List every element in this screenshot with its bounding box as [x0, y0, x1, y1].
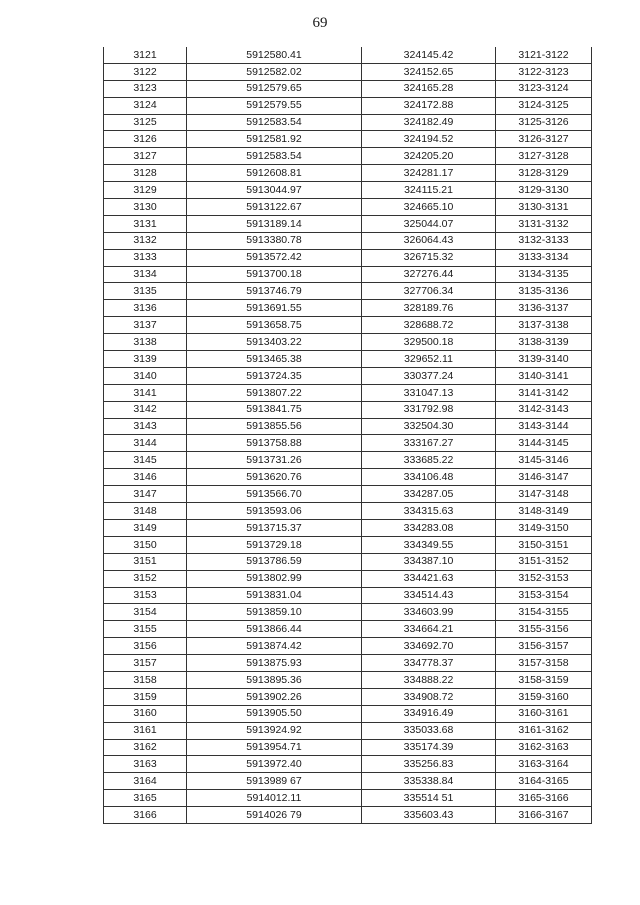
table-row [104, 435, 592, 452]
table-row [104, 688, 592, 705]
x-coordinate-cell: 5913122.67 [187, 199, 362, 216]
segment-cell: 3123-3124 [496, 80, 592, 97]
segment-cell: 3163-3164 [496, 756, 592, 773]
y-coordinate-cell: 334908.72 [362, 688, 496, 705]
x-coordinate-cell: 5913731.26 [187, 452, 362, 469]
x-coordinate-cell: 5913729.18 [187, 536, 362, 553]
x-coordinate-cell: 5913189.14 [187, 215, 362, 232]
segment-cell: 3143-3144 [496, 418, 592, 435]
segment-cell: 3153-3154 [496, 587, 592, 604]
point-number-cell: 3163 [104, 756, 187, 773]
point-number-cell: 3164 [104, 773, 187, 790]
table-row [104, 807, 592, 824]
table-row [104, 367, 592, 384]
point-number-cell: 3153 [104, 587, 187, 604]
x-coordinate-cell: 5914012.11 [187, 790, 362, 807]
segment-cell: 3149-3150 [496, 519, 592, 536]
x-coordinate-cell: 5913802.99 [187, 570, 362, 587]
point-number-cell: 3152 [104, 570, 187, 587]
y-coordinate-cell: 330377.24 [362, 367, 496, 384]
y-coordinate-cell: 335174.39 [362, 739, 496, 756]
segment-cell: 3158-3159 [496, 671, 592, 688]
point-number-cell: 3148 [104, 503, 187, 520]
table-row [104, 553, 592, 570]
y-coordinate-cell: 331792.98 [362, 401, 496, 418]
x-coordinate-cell: 5913786.59 [187, 553, 362, 570]
table-row [104, 604, 592, 621]
table-row [104, 215, 592, 232]
y-coordinate-cell: 329500.18 [362, 334, 496, 351]
x-coordinate-cell: 5912583.54 [187, 114, 362, 131]
x-coordinate-cell: 5913403.22 [187, 334, 362, 351]
y-coordinate-cell: 334283.08 [362, 519, 496, 536]
x-coordinate-cell: 5913044.97 [187, 182, 362, 199]
segment-cell: 3136-3137 [496, 300, 592, 317]
x-coordinate-cell: 5913700.18 [187, 266, 362, 283]
table-row [104, 232, 592, 249]
segment-cell: 3137-3138 [496, 317, 592, 334]
segment-cell: 3124-3125 [496, 97, 592, 114]
x-coordinate-cell: 5913566.70 [187, 486, 362, 503]
table-row [104, 536, 592, 553]
x-coordinate-cell: 5912583.54 [187, 148, 362, 165]
x-coordinate-cell: 5914026 79 [187, 807, 362, 824]
x-coordinate-cell: 5913620.76 [187, 469, 362, 486]
y-coordinate-cell: 327706.34 [362, 283, 496, 300]
y-coordinate-cell: 324145.42 [362, 47, 496, 63]
y-coordinate-cell: 332504.30 [362, 418, 496, 435]
table-row [104, 317, 592, 334]
y-coordinate-cell: 334287.05 [362, 486, 496, 503]
point-number-cell: 3121 [104, 47, 187, 63]
table-row [104, 469, 592, 486]
table-row [104, 401, 592, 418]
point-number-cell: 3134 [104, 266, 187, 283]
point-number-cell: 3144 [104, 435, 187, 452]
segment-cell: 3154-3155 [496, 604, 592, 621]
table-row [104, 249, 592, 266]
table-row [104, 182, 592, 199]
x-coordinate-cell: 5912579.65 [187, 80, 362, 97]
x-coordinate-cell: 5913807.22 [187, 384, 362, 401]
point-number-cell: 3139 [104, 351, 187, 368]
y-coordinate-cell: 324182.49 [362, 114, 496, 131]
table-row [104, 80, 592, 97]
point-number-cell: 3140 [104, 367, 187, 384]
segment-cell: 3135-3136 [496, 283, 592, 300]
y-coordinate-cell: 334514.43 [362, 587, 496, 604]
y-coordinate-cell: 329652.11 [362, 351, 496, 368]
point-number-cell: 3161 [104, 722, 187, 739]
x-coordinate-cell: 5913859.10 [187, 604, 362, 621]
y-coordinate-cell: 331047.13 [362, 384, 496, 401]
point-number-cell: 3142 [104, 401, 187, 418]
table-row [104, 790, 592, 807]
point-number-cell: 3160 [104, 705, 187, 722]
point-number-cell: 3141 [104, 384, 187, 401]
x-coordinate-cell: 5913715.37 [187, 519, 362, 536]
table-row [104, 705, 592, 722]
segment-cell: 3122-3123 [496, 63, 592, 80]
y-coordinate-cell: 334106.48 [362, 469, 496, 486]
coordinates-table [103, 47, 592, 824]
table-row [104, 638, 592, 655]
point-number-cell: 3156 [104, 638, 187, 655]
x-coordinate-cell: 5913380.78 [187, 232, 362, 249]
x-coordinate-cell: 5913841.75 [187, 401, 362, 418]
point-number-cell: 3147 [104, 486, 187, 503]
point-number-cell: 3124 [104, 97, 187, 114]
x-coordinate-cell: 5913875.93 [187, 655, 362, 672]
x-coordinate-cell: 5913691.55 [187, 300, 362, 317]
table-row [104, 266, 592, 283]
segment-cell: 3138-3139 [496, 334, 592, 351]
table-row [104, 756, 592, 773]
y-coordinate-cell: 335256.83 [362, 756, 496, 773]
segment-cell: 3165-3166 [496, 790, 592, 807]
x-coordinate-cell: 5913866.44 [187, 621, 362, 638]
point-number-cell: 3122 [104, 63, 187, 80]
y-coordinate-cell: 334888.22 [362, 671, 496, 688]
table-row [104, 519, 592, 536]
point-number-cell: 3154 [104, 604, 187, 621]
table-row [104, 199, 592, 216]
table-row [104, 671, 592, 688]
point-number-cell: 3145 [104, 452, 187, 469]
segment-cell: 3148-3149 [496, 503, 592, 520]
table-row [104, 334, 592, 351]
x-coordinate-cell: 5913905.50 [187, 705, 362, 722]
x-coordinate-cell: 5912582.02 [187, 63, 362, 80]
y-coordinate-cell: 326064.43 [362, 232, 496, 249]
segment-cell: 3152-3153 [496, 570, 592, 587]
table-row [104, 384, 592, 401]
y-coordinate-cell: 334421.63 [362, 570, 496, 587]
table-row [104, 97, 592, 114]
x-coordinate-cell: 5913924.92 [187, 722, 362, 739]
y-coordinate-cell: 333685.22 [362, 452, 496, 469]
segment-cell: 3125-3126 [496, 114, 592, 131]
y-coordinate-cell: 335514 51 [362, 790, 496, 807]
segment-cell: 3160-3161 [496, 705, 592, 722]
segment-cell: 3155-3156 [496, 621, 592, 638]
y-coordinate-cell: 334692.70 [362, 638, 496, 655]
point-number-cell: 3132 [104, 232, 187, 249]
x-coordinate-cell: 5913831.04 [187, 587, 362, 604]
point-number-cell: 3159 [104, 688, 187, 705]
y-coordinate-cell: 328189.76 [362, 300, 496, 317]
point-number-cell: 3143 [104, 418, 187, 435]
point-number-cell: 3157 [104, 655, 187, 672]
segment-cell: 3139-3140 [496, 351, 592, 368]
segment-cell: 3130-3131 [496, 199, 592, 216]
point-number-cell: 3165 [104, 790, 187, 807]
x-coordinate-cell: 5913758.88 [187, 435, 362, 452]
point-number-cell: 3151 [104, 553, 187, 570]
segment-cell: 3157-3158 [496, 655, 592, 672]
x-coordinate-cell: 5913954.71 [187, 739, 362, 756]
table-row [104, 131, 592, 148]
segment-cell: 3150-3151 [496, 536, 592, 553]
y-coordinate-cell: 334387.10 [362, 553, 496, 570]
point-number-cell: 3158 [104, 671, 187, 688]
segment-cell: 3144-3145 [496, 435, 592, 452]
point-number-cell: 3149 [104, 519, 187, 536]
x-coordinate-cell: 5913465.38 [187, 351, 362, 368]
y-coordinate-cell: 334315.63 [362, 503, 496, 520]
point-number-cell: 3131 [104, 215, 187, 232]
y-coordinate-cell: 334916.49 [362, 705, 496, 722]
point-number-cell: 3138 [104, 334, 187, 351]
segment-cell: 3147-3148 [496, 486, 592, 503]
x-coordinate-cell: 5913572.42 [187, 249, 362, 266]
point-number-cell: 3162 [104, 739, 187, 756]
table-row [104, 114, 592, 131]
x-coordinate-cell: 5912580.41 [187, 47, 362, 63]
y-coordinate-cell: 324665.10 [362, 199, 496, 216]
y-coordinate-cell: 334603.99 [362, 604, 496, 621]
table-row [104, 570, 592, 587]
segment-cell: 3164-3165 [496, 773, 592, 790]
x-coordinate-cell: 5913593.06 [187, 503, 362, 520]
x-coordinate-cell: 5913658.75 [187, 317, 362, 334]
table-row [104, 655, 592, 672]
y-coordinate-cell: 334664.21 [362, 621, 496, 638]
segment-cell: 3127-3128 [496, 148, 592, 165]
segment-cell: 3141-3142 [496, 384, 592, 401]
segment-cell: 3131-3132 [496, 215, 592, 232]
y-coordinate-cell: 324205.20 [362, 148, 496, 165]
x-coordinate-cell: 5912608.81 [187, 165, 362, 182]
table-row [104, 283, 592, 300]
y-coordinate-cell: 324115.21 [362, 182, 496, 199]
x-coordinate-cell: 5913902.26 [187, 688, 362, 705]
segment-cell: 3146-3147 [496, 469, 592, 486]
table-row [104, 486, 592, 503]
segment-cell: 3121-3122 [496, 47, 592, 63]
segment-cell: 3151-3152 [496, 553, 592, 570]
point-number-cell: 3146 [104, 469, 187, 486]
table-row [104, 418, 592, 435]
x-coordinate-cell: 5913724.35 [187, 367, 362, 384]
point-number-cell: 3125 [104, 114, 187, 131]
table-row [104, 739, 592, 756]
segment-cell: 3133-3134 [496, 249, 592, 266]
y-coordinate-cell: 324152.65 [362, 63, 496, 80]
segment-cell: 3159-3160 [496, 688, 592, 705]
table-row [104, 165, 592, 182]
x-coordinate-cell: 5913855.56 [187, 418, 362, 435]
x-coordinate-cell: 5912581.92 [187, 131, 362, 148]
point-number-cell: 3127 [104, 148, 187, 165]
y-coordinate-cell: 335338.84 [362, 773, 496, 790]
table-row [104, 63, 592, 80]
point-number-cell: 3166 [104, 807, 187, 824]
y-coordinate-cell: 328688.72 [362, 317, 496, 334]
point-number-cell: 3133 [104, 249, 187, 266]
point-number-cell: 3150 [104, 536, 187, 553]
table-row [104, 47, 592, 63]
x-coordinate-cell: 5913972.40 [187, 756, 362, 773]
x-coordinate-cell: 5913746.79 [187, 283, 362, 300]
point-number-cell: 3155 [104, 621, 187, 638]
table-row [104, 722, 592, 739]
x-coordinate-cell: 5913989 67 [187, 773, 362, 790]
segment-cell: 3140-3141 [496, 367, 592, 384]
y-coordinate-cell: 334349.55 [362, 536, 496, 553]
y-coordinate-cell: 326715.32 [362, 249, 496, 266]
point-number-cell: 3135 [104, 283, 187, 300]
segment-cell: 3161-3162 [496, 722, 592, 739]
segment-cell: 3128-3129 [496, 165, 592, 182]
segment-cell: 3156-3157 [496, 638, 592, 655]
table-row [104, 148, 592, 165]
table-row [104, 773, 592, 790]
segment-cell: 3134-3135 [496, 266, 592, 283]
segment-cell: 3162-3163 [496, 739, 592, 756]
point-number-cell: 3130 [104, 199, 187, 216]
segment-cell: 3166-3167 [496, 807, 592, 824]
y-coordinate-cell: 325044.07 [362, 215, 496, 232]
segment-cell: 3126-3127 [496, 131, 592, 148]
segment-cell: 3142-3143 [496, 401, 592, 418]
table-row [104, 503, 592, 520]
segment-cell: 3132-3133 [496, 232, 592, 249]
table-row [104, 452, 592, 469]
segment-cell: 3145-3146 [496, 452, 592, 469]
y-coordinate-cell: 333167.27 [362, 435, 496, 452]
y-coordinate-cell: 324194.52 [362, 131, 496, 148]
table-row [104, 351, 592, 368]
y-coordinate-cell: 335603.43 [362, 807, 496, 824]
y-coordinate-cell: 324281.17 [362, 165, 496, 182]
table-row [104, 621, 592, 638]
y-coordinate-cell: 324165.28 [362, 80, 496, 97]
point-number-cell: 3129 [104, 182, 187, 199]
x-coordinate-cell: 5913874.42 [187, 638, 362, 655]
y-coordinate-cell: 334778.37 [362, 655, 496, 672]
point-number-cell: 3128 [104, 165, 187, 182]
point-number-cell: 3136 [104, 300, 187, 317]
x-coordinate-cell: 5913895.36 [187, 671, 362, 688]
y-coordinate-cell: 335033.68 [362, 722, 496, 739]
point-number-cell: 3137 [104, 317, 187, 334]
x-coordinate-cell: 5912579.55 [187, 97, 362, 114]
table-row [104, 300, 592, 317]
page-number: 69 [312, 15, 328, 31]
y-coordinate-cell: 327276.44 [362, 266, 496, 283]
point-number-cell: 3126 [104, 131, 187, 148]
y-coordinate-cell: 324172.88 [362, 97, 496, 114]
point-number-cell: 3123 [104, 80, 187, 97]
table-row [104, 587, 592, 604]
segment-cell: 3129-3130 [496, 182, 592, 199]
